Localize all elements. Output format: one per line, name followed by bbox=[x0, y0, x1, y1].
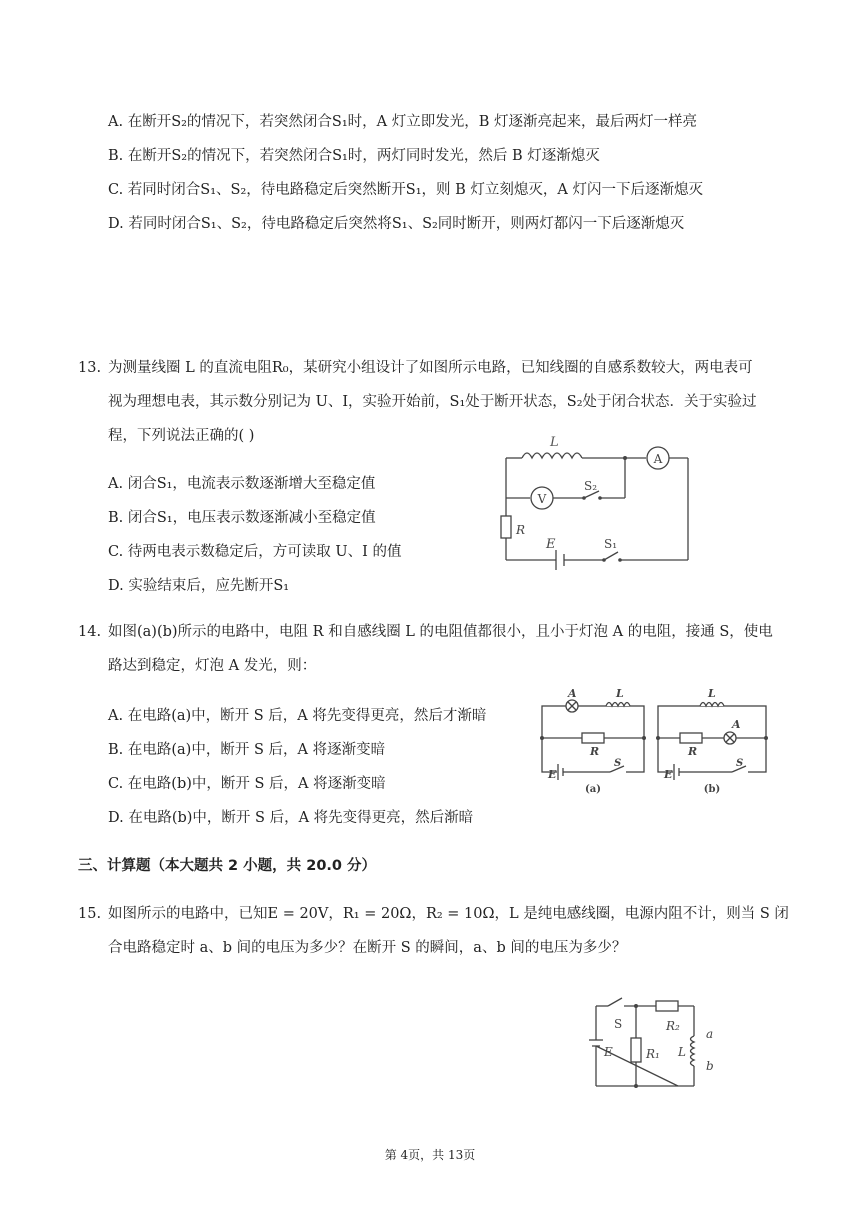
section-title: 三、计算题（本大题共 2 小题，共 20.0 分） bbox=[78, 858, 377, 874]
q15-stem-line-2: 合电路稳定时 a、b 间的电压为多少？在断开 S 的瞬间，a、b 间的电压为多少？ bbox=[108, 940, 627, 956]
q13-option-d: D. 实验结束后，应先断开S₁ bbox=[108, 578, 290, 594]
q15-label-e: E bbox=[604, 1045, 613, 1059]
q13-option-c: C. 待两电表示数稳定后，方可读取 U、I 的值 bbox=[108, 544, 402, 560]
q14-caption-a: (a) bbox=[585, 784, 601, 795]
q12-option-a: A. 在断开S₂的情况下，若突然闭合S₁时，A 灯立即发光，B 灯逐渐亮起来，最后两灯一样亮 bbox=[108, 114, 698, 130]
q15-label-r2: R₂ bbox=[666, 1019, 680, 1033]
q14-stem-line-1: 如图(a)(b)所示的电路中，电阻 R 和自感线圈 L 的电阻值都很小，且小于灯泡 A 的电阻，接通 S，使电 bbox=[108, 624, 773, 640]
q13-label-voltmeter: V bbox=[537, 492, 547, 506]
q14a-label-l: L bbox=[616, 687, 624, 700]
q13-number: 13. bbox=[78, 360, 102, 376]
q14a-label-s: S bbox=[614, 758, 622, 769]
q14b-label-e: E bbox=[664, 768, 673, 781]
q14-caption-b: (b) bbox=[703, 784, 721, 795]
q15-label-r1: R₁ bbox=[646, 1047, 660, 1061]
q15-label-a: a bbox=[706, 1027, 714, 1041]
q14a-label-e: E bbox=[548, 768, 557, 781]
q12-option-d: D. 若同时闭合S₁、S₂，待电路稳定后突然将S₁、S₂同时断开，则两灯都闪一下后逐渐熄灭 bbox=[108, 216, 685, 232]
q14a-label-r: R bbox=[590, 745, 600, 758]
q13-circuit-diagram bbox=[492, 435, 704, 568]
q14-option-a: A. 在电路(a)中，断开 S 后，A 将先变得更亮，然后才渐暗 bbox=[108, 708, 487, 724]
q13-option-b: B. 闭合S₁，电压表示数逐渐减小至稳定值 bbox=[108, 510, 376, 526]
q15-number: 15. bbox=[78, 906, 102, 922]
q13-stem-line-1: 为测量线圈 L 的直流电阻R₀，某研究小组设计了如图所示电路，已知线圈的自感系数较大，两电表可 bbox=[108, 360, 753, 376]
q13-option-a: A. 闭合S₁，电流表示数逐渐增大至稳定值 bbox=[108, 476, 376, 492]
page-footer: 第 4页，共 13页 bbox=[384, 1148, 476, 1162]
q15-label-l: L bbox=[678, 1045, 686, 1059]
q14-option-b: B. 在电路(a)中，断开 S 后，A 将逐渐变暗 bbox=[108, 742, 386, 758]
q12-option-c: C. 若同时闭合S₁、S₂，待电路稳定后突然断开S₁，则 B 灯立刻熄灭，A 灯闪一下后逐渐熄灭 bbox=[108, 182, 703, 198]
q13-label-s1: S₁ bbox=[604, 537, 618, 551]
q14a-label-lamp: A bbox=[568, 687, 577, 700]
q15-label-s: S bbox=[614, 1017, 623, 1031]
q15-stem-line-1: 如图所示的电路中，已知E = 20V，R₁ = 20Ω，R₂ = 10Ω，L 是纯电感线圈，电源内阻不计，则当 S 闭 bbox=[108, 906, 789, 922]
q14-number: 14. bbox=[78, 624, 102, 640]
q14-option-c: C. 在电路(b)中，断开 S 后，A 将逐渐变暗 bbox=[108, 776, 386, 792]
q14-stem-line-2: 路达到稳定，灯泡 A 发光，则： bbox=[108, 658, 317, 674]
q12-option-b: B. 在断开S₂的情况下，若突然闭合S₁时，两灯同时发光，然后 B 灯逐渐熄灭 bbox=[108, 148, 600, 164]
q14-option-d: D. 在电路(b)中，断开 S 后，A 将先变得更亮，然后渐暗 bbox=[108, 810, 474, 826]
q13-label-s2: S₂ bbox=[584, 479, 598, 493]
q14b-label-l: L bbox=[708, 687, 716, 700]
q14b-label-r: R bbox=[688, 745, 698, 758]
q14b-label-lamp: A bbox=[732, 718, 741, 731]
q13-label-ammeter: A bbox=[653, 452, 663, 466]
q13-stem-line-3: 程，下列说法正确的( ) bbox=[108, 428, 255, 444]
q13-label-r: R bbox=[516, 523, 526, 537]
q15-label-b: b bbox=[706, 1059, 714, 1073]
q14-circuit-diagram bbox=[536, 686, 776, 798]
q13-label-e: E bbox=[546, 537, 556, 552]
q13-stem-line-2: 视为理想电表，其示数分别记为 U、I，实验开始前，S₁处于断开状态，S₂处于闭合状态．关于实验过 bbox=[108, 394, 757, 410]
q13-label-l: L bbox=[550, 435, 559, 450]
q14b-label-s: S bbox=[736, 758, 744, 769]
q15-circuit-diagram bbox=[586, 994, 726, 1094]
